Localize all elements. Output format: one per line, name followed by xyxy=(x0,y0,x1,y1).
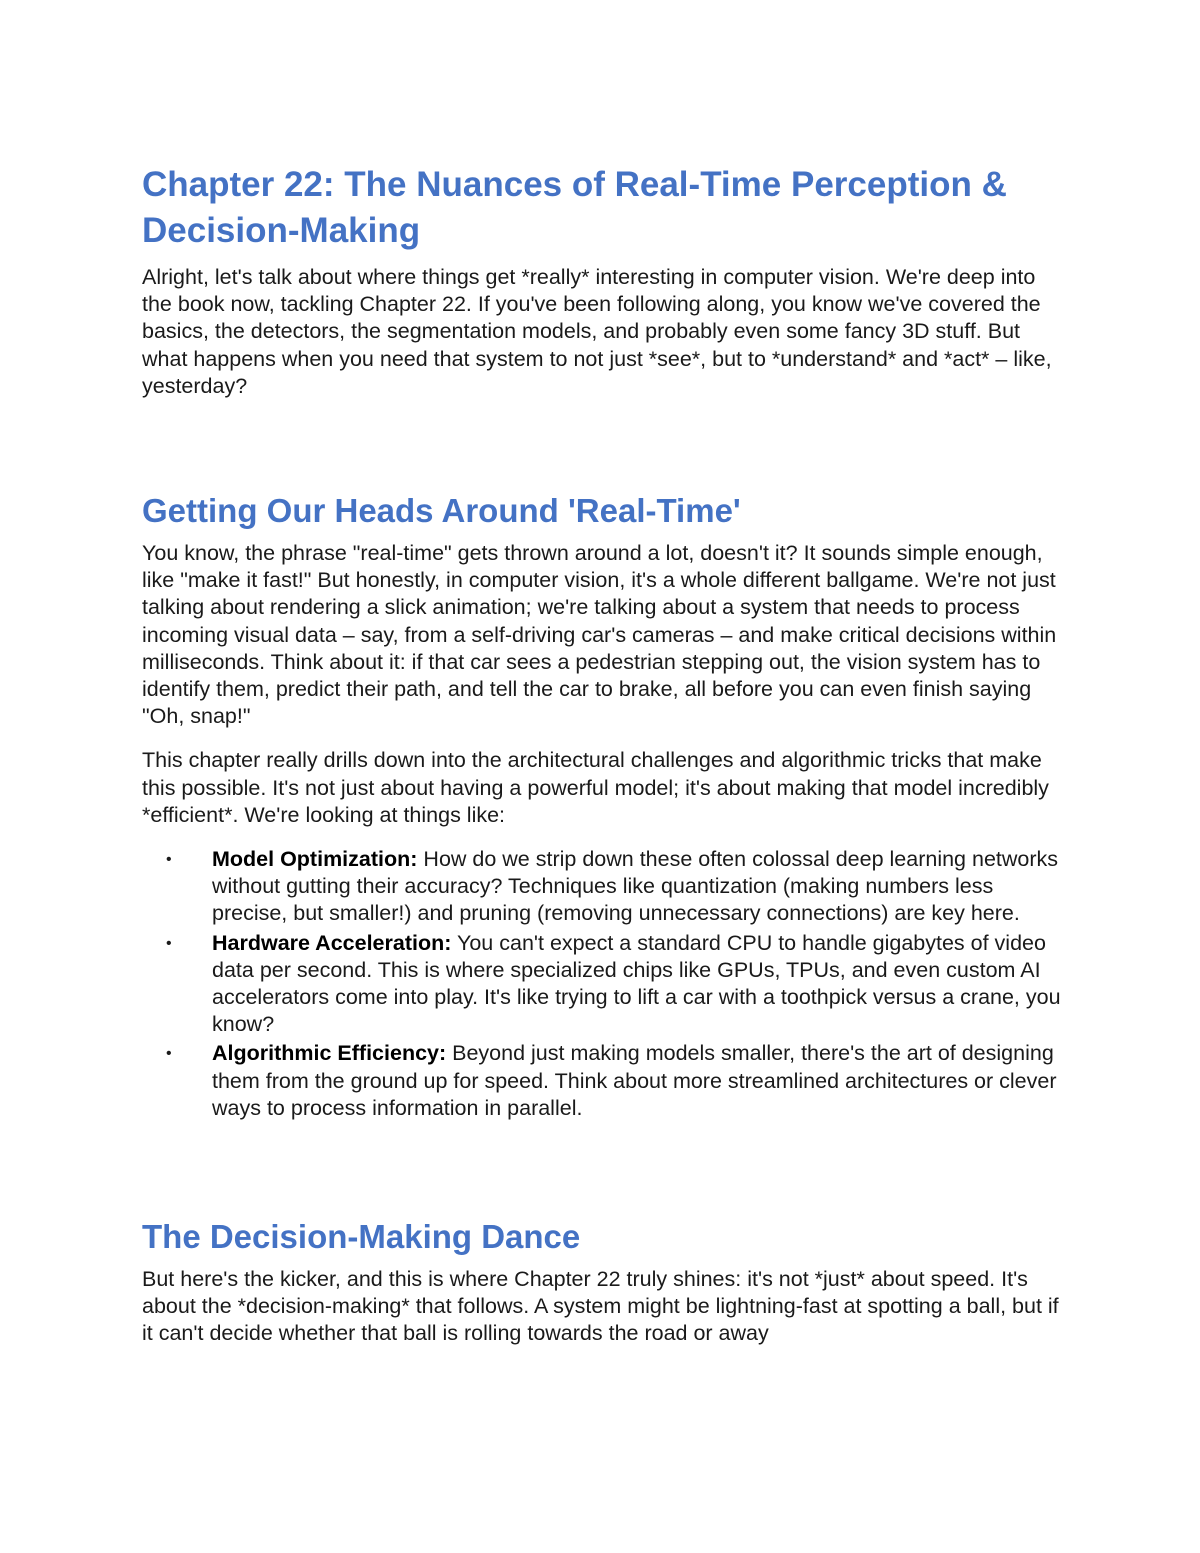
list-item-label: Hardware Acceleration: xyxy=(212,930,452,955)
list-item-model-optimization xyxy=(142,846,1062,928)
list-item-label: Model Optimization: xyxy=(212,847,418,872)
section-heading-real-time: Getting Our Heads Around 'Real-Time' xyxy=(142,492,741,530)
decision-making-paragraph: But here's the kicker, and this is where Chapter 22 truly shines: it's not *just* about speed. It's about the *decision-making* that follows. A system might be lightning-fast at spotting a ball, but if it can't decide whether that ball is rolling towards the road or away xyxy=(142,1267,1059,1346)
real-time-paragraph-1: You know, the phrase "real-time" gets thrown around a lot, doesn't it? It sounds simple enough, like "make it fast!" But honestly, in computer vision, it's a whole different ballgame. We're not just talking about rendering a slick animation; we're talking about a system that needs to process incoming visual data – say, from a self-driving car's cameras – and make critical decisions within milliseconds. Think about it: if that car sees a pedestrian stepping out, the vision system has to identify them, predict their path, and tell the car to brake, all before you can even finish saying "Oh, snap!" xyxy=(142,541,1057,729)
techniques-list xyxy=(142,846,1062,1122)
list-item-label: Algorithmic Efficiency: xyxy=(212,1041,447,1066)
list-item-text: You can't expect a standard CPU to handle gigabytes of video data per second. This is where specialized chips like GPUs, TPUs, and even custom AI accelerators come into play. It's like trying to lift a car with a toothpick versus a crane, you know? xyxy=(212,930,1061,1037)
section-heading-decision-making: The Decision-Making Dance xyxy=(142,1218,581,1256)
chapter-title: Chapter 22: The Nuances of Real-Time Perception & Decision-Making xyxy=(142,165,1007,250)
document-page xyxy=(142,162,1062,1348)
real-time-paragraph-2: This chapter really drills down into the architectural challenges and algorithmic tricks that make this possible. It's not just about having a powerful model; it's about making that model incredibly *efficient*. We're looking at things like: xyxy=(142,748,1049,827)
list-item-text: How do we strip down these often colossal deep learning networks without gutting their accuracy? Techniques like quantization (making numbers less precise, but smaller!) and pruning (removing unnecessary connections) are key here. xyxy=(212,847,1059,926)
list-item-hardware-acceleration xyxy=(142,930,1062,1039)
bullet-icon: • xyxy=(166,934,172,952)
bullet-icon: • xyxy=(166,851,172,869)
list-item-algorithmic-efficiency xyxy=(142,1040,1062,1122)
list-item-text: Beyond just making models smaller, there's the art of designing them from the ground up for speed. Think about more streamlined architectures or clever ways to process information in parallel. xyxy=(212,1041,1057,1120)
intro-paragraph: Alright, let's talk about where things get *really* interesting in computer vision. We're deep into the book now, tackling Chapter 22. If you've been following along, you know we've covered the basics, the detectors, the segmentation models, and probably even some fancy 3D stuff. But what happens when you need that system to not just *see*, but to *understand* and *act* – like, yesterday? xyxy=(142,265,1052,398)
bullet-icon: • xyxy=(166,1045,172,1063)
